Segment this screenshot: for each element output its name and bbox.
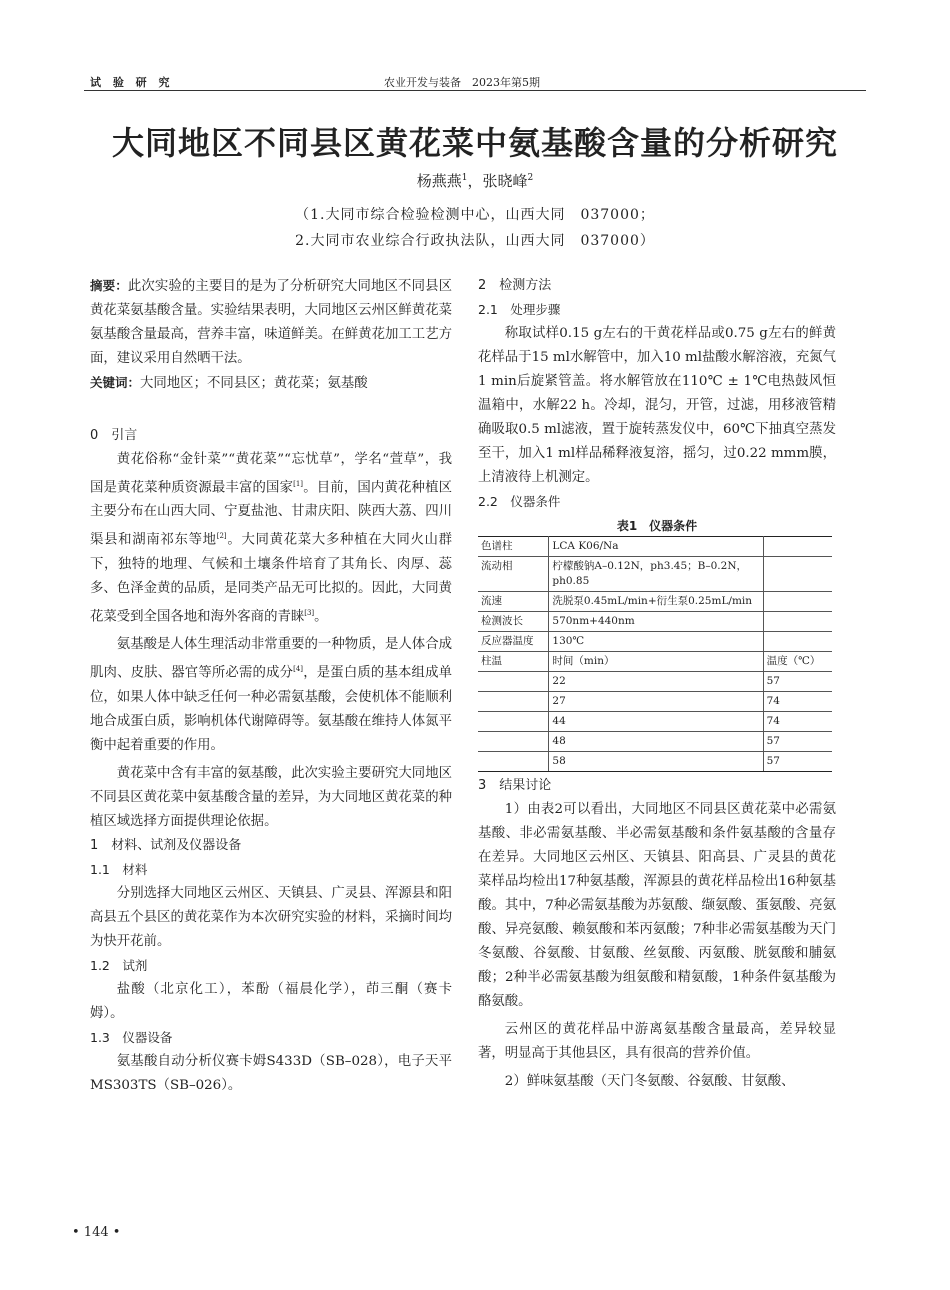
results-paragraph-2: 云州区的黄花样品中游离氨基酸含量最高，差异较显著，明显高于其他县区，具有很高的营养价值。	[478, 1022, 836, 1061]
subsection-heading-2-2: 2.2 仪器条件	[478, 494, 561, 509]
reagents-paragraph: 盐酸（北京化工），苯酚（福晨化学），茚三酮（赛卡姆）。	[90, 981, 452, 1021]
text-run: 氨基酸是人体生理活动非常重要的一种物质，是人体合成肌肉、皮肤、器官等所必需的成分	[90, 637, 452, 681]
intro-paragraph-3: 黄花菜中含有丰富的氨基酸，此次实验主要研究大同地区不同县区黄花菜中氨基酸含量的差异，为大同地区黄花菜的种植区域选择方面提供理论依据。	[90, 765, 452, 829]
table-cell-value: 22	[549, 672, 763, 692]
table-row-label	[478, 732, 549, 752]
text-run: 。大同黄花菜大多种植在大同火山群下，独特的地理、气候和土壤条件培育了其角长、肉厚、蕊多、色泽金黄的品质，是同类产品无可比拟的。因此，大同黄花菜受到全国各地和海外客商的青睐	[90, 532, 453, 625]
author-name: 张晓峰	[482, 172, 528, 190]
abstract	[90, 274, 452, 371]
table-row-label: 流速	[478, 592, 549, 612]
table-body	[478, 537, 832, 772]
intro-paragraph-2	[90, 633, 452, 757]
article-title: 大同地区不同县区黄花菜中氨基酸含量的分析研究	[111, 124, 838, 162]
table-row	[478, 632, 832, 652]
table-row	[478, 537, 832, 557]
table-row	[478, 612, 832, 632]
citation: [4]	[293, 665, 304, 674]
keywords-label: 关键词：	[90, 375, 141, 390]
author-affil-mark: 2	[527, 173, 534, 183]
journal-info: 农业开发与装备 2023年第5期	[384, 76, 540, 89]
text-run: ，是蛋白质的基本组成单位，如果人体中缺乏任何一种必需氨基酸，会使机体不能顺利地合成蛋白质，影响机体代谢障碍等。氨基酸在维持人体氮平衡中起着重要的作用。	[90, 665, 453, 753]
table-cell-value: 洗脱泵0.45mL/min+衍生泵0.25mL/min	[549, 592, 763, 612]
table-cell-extra	[763, 537, 832, 557]
affiliation-1: （1.大同市综合检验检测中心，山西大同 037000；	[295, 207, 655, 223]
citation: [2]	[216, 532, 227, 541]
table-cell-value: 48	[549, 732, 763, 752]
table-cell-value: 570nm+440nm	[549, 612, 763, 632]
table-row	[478, 752, 832, 772]
keywords-text: 大同地区；不同县区；黄花菜；氨基酸	[140, 376, 368, 391]
instrument-conditions-table	[478, 536, 832, 772]
results-paragraph-3: 2）鲜味氨基酸（天门冬氨酸、谷氨酸、甘氨酸、	[504, 1074, 795, 1089]
table-row	[478, 712, 832, 732]
text-run: 。目前，国内黄花种植区主要分布在山西大同、宁夏盐池、甘肃庆阳、陕西大荔、四川渠县和湖南祁东等地	[90, 480, 453, 548]
table-row-label: 流动相	[478, 557, 549, 592]
table-cell-value: 58	[549, 752, 763, 772]
intro-paragraph-1	[90, 448, 452, 629]
table-row	[478, 652, 832, 672]
table-row-label	[478, 712, 549, 732]
author-name: 杨燕燕	[416, 172, 462, 190]
keywords	[90, 371, 452, 396]
section-label: 试 验 研 究	[90, 76, 174, 89]
table-row-label	[478, 752, 549, 772]
equipment-paragraph: 氨基酸自动分析仪赛卡姆S433D（SB–028），电子天平MS303TS（SB–026）。	[90, 1053, 452, 1093]
table-row	[478, 672, 832, 692]
citation: [1]	[293, 480, 304, 488]
text-run: 黄花俗称“金针菜”“黄花菜”“忘忧草”，学名“萱草”，我国是黄花菜种质资源最丰富的国家	[90, 452, 452, 496]
citation: [3]	[304, 608, 315, 617]
table-row	[478, 592, 832, 612]
table-row-label	[478, 692, 549, 712]
affiliation-2: 2.大同市农业综合行政执法队，山西大同 037000）	[295, 233, 655, 249]
table-cell-extra	[763, 557, 832, 592]
table-cell-value: 44	[549, 712, 763, 732]
section-heading-2: 2 检测方法	[478, 278, 552, 293]
table-cell-extra	[763, 612, 832, 632]
author-separator: ，	[467, 172, 483, 190]
table-cell-value: LCA K06/Na	[549, 537, 763, 557]
table-row	[478, 732, 832, 752]
table-cell-value: 27	[549, 692, 763, 712]
table-cell-value: 柠檬酸钠A–0.12N，ph3.45；B–0.2N，ph0.85	[549, 557, 763, 592]
procedure-paragraph: 称取试样0.15 g左右的干黄花样品或0.75 g左右的鲜黄花样品于15 ml水解管中，加入10 ml盐酸水解溶液，充氮气1 min后旋紧管盖。将水解管放在110℃ ± 1℃电热鼓风恒温箱中，水解22 h。冷却，混匀，开管，过滤，用移液管精确吸取0.5 ml滤液，置于旋转蒸发仪中，60℃下抽真空蒸发至干，加入1 ml样品稀释液复溶，摇匀，过0.22 mmm膜，上清液待上机测定。	[478, 326, 836, 485]
table-row-label: 色谱柱	[478, 537, 549, 557]
table-row	[478, 692, 832, 712]
table-row-label	[478, 672, 549, 692]
subsection-heading-1-3: 1.3 仪器设备	[90, 1029, 173, 1045]
table-cell-extra: 温度（℃）	[763, 652, 832, 672]
author-affil-mark: 1	[461, 173, 468, 183]
table-cell-extra: 74	[763, 692, 832, 712]
running-header	[84, 70, 866, 91]
table-cell-extra: 57	[763, 672, 832, 692]
text-run: 。	[314, 609, 328, 625]
results-paragraph-1: 1）由表2可以看出，大同地区不同县区黄花菜中必需氨基酸、非必需氨基酸、半必需氨基酸和条件氨基酸的含量存在差异。大同地区云州区、天镇县、阳高县、广灵县的黄花菜样品均检出17种氨基酸，浑源县的黄花样品检出16种氨基酸。其中，7种必需氨基酸为苏氨酸、缬氨酸、蛋氨酸、亮氨酸、异亮氨酸、赖氨酸和苯丙氨酸；7种非必需氨基酸为天门冬氨酸、谷氨酸、甘氨酸、丝氨酸、丙氨酸、胱氨酸和脯氨酸；2种半必需氨基酸为组氨酸和精氨酸，1种条件氨基酸为酪氨酸。	[478, 802, 836, 1009]
table-row-label: 柱温	[478, 652, 549, 672]
table-cell-extra	[763, 632, 832, 652]
table-cell-extra: 57	[763, 732, 832, 752]
table-cell-extra: 57	[763, 752, 832, 772]
subsection-heading-2-1: 2.1 处理步骤	[478, 302, 561, 317]
materials-paragraph: 分别选择大同地区云州区、天镇县、广灵县、浑源县和阳高县五个县区的黄花菜作为本次研究实验的材料，采摘时间均为快开花前。	[90, 885, 452, 949]
page-number: • 144 •	[72, 1225, 121, 1240]
left-column	[90, 274, 452, 1098]
section-heading-1: 1 材料、试剂及仪器设备	[90, 837, 242, 853]
section-heading-0: 0 引言	[90, 428, 138, 443]
section-heading-3: 3 结果讨论	[478, 778, 552, 793]
subsection-heading-1-2: 1.2 试剂	[90, 957, 148, 973]
table-row-label: 反应器温度	[478, 632, 549, 652]
table-cell-value: 时间（min）	[549, 652, 763, 672]
table-caption: 表1 仪器条件	[616, 519, 698, 533]
table-cell-extra	[763, 592, 832, 612]
table-row-label: 检测波长	[478, 612, 549, 632]
author-line	[0, 170, 950, 191]
table-row	[478, 557, 832, 592]
abstract-text: 此次实验的主要目的是为了分析研究大同地区不同县区黄花菜氨基酸含量。实验结果表明，大同地区云州区鲜黄花菜氨基酸含量最高，营养丰富，味道鲜美。在鲜黄花加工工艺方面，建议采用自然晒干法。	[90, 279, 452, 366]
table-cell-value: 130℃	[549, 632, 763, 652]
table-cell-extra: 74	[763, 712, 832, 732]
subsection-heading-1-1: 1.1 材料	[90, 861, 148, 877]
right-column	[478, 274, 836, 1094]
abstract-label: 摘要：	[90, 278, 128, 293]
